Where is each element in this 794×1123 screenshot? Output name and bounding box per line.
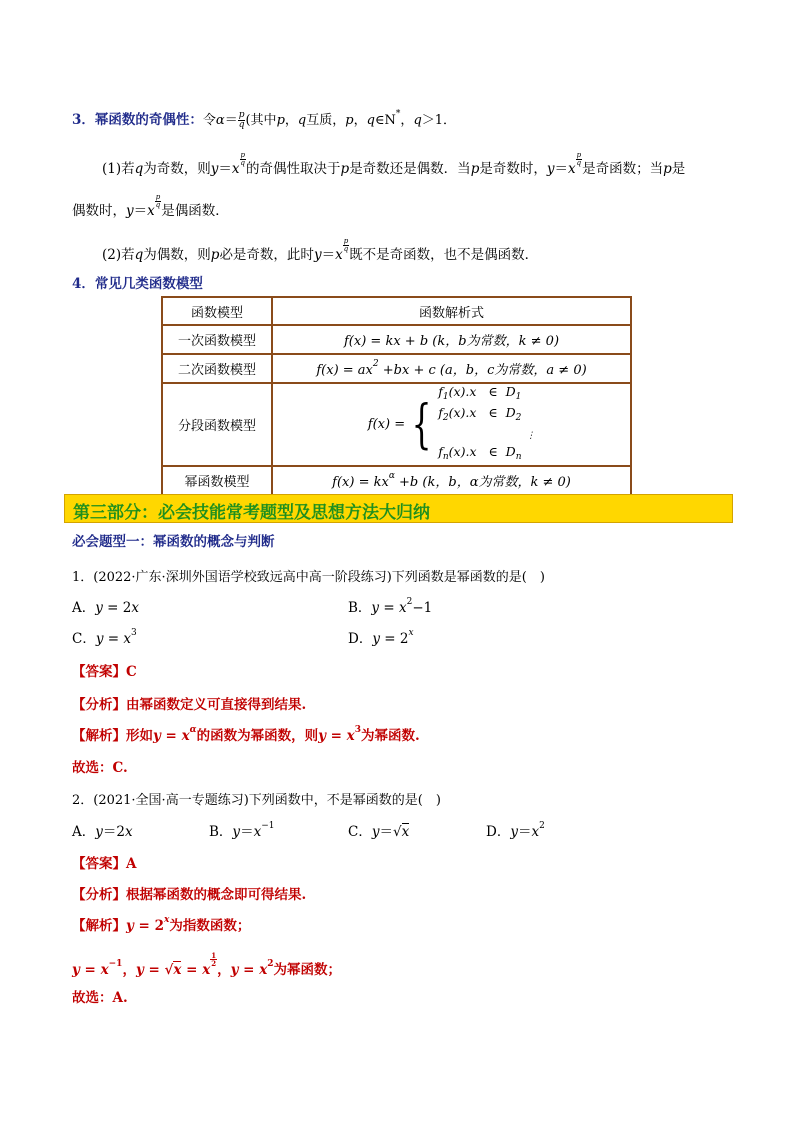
q2-solution-line2: $y = x^{-1}$，y = √x = x $\frac{1}{2}$ ，$y = x^2$为幂函数； — [72, 951, 342, 978]
q2-stem: 2．(2021·全国·高一专题练习)下列函数中，不是幂函数的是( ) — [72, 793, 441, 808]
table-header-model: 函数模型 — [162, 297, 272, 325]
section3-paragraph1-line1: (1)若q为奇数，则y＝x $\frac{p}{q}$ 的奇偶性取决于p是奇数还是偶数．当p是奇数时，y＝x $\frac{p}{q}$ 是奇函数；当p是 — [102, 151, 686, 177]
table-cell-formula: f(x) = kx + b (k，b为常数，k ≠ 0) — [272, 325, 631, 354]
part3-banner-text: 第三部分：必会技能常考题型及思想方法大归纳 — [73, 503, 430, 523]
q1-option-c: C．$y = x^3$ — [72, 628, 137, 647]
table-cell-model: 分段函数模型 — [162, 383, 272, 466]
q2-option-a: A．y＝2x — [72, 824, 133, 840]
q1-option-b: B．$y = x^2-1$ — [348, 597, 433, 616]
section3-heading — [72, 108, 456, 130]
q2-option-d: D．$y=x^2$ — [486, 821, 545, 840]
table-header-formula: 函数解析式 — [272, 297, 631, 325]
table-row — [162, 325, 631, 354]
q1-solution: 【解析】形如$y = x^\alpha$的函数为幂函数，则$y = x^3$为幂函数. — [72, 725, 420, 744]
table-row — [162, 354, 631, 383]
section3-title: 3．幂函数的奇偶性： — [72, 112, 203, 128]
q1-choose: 故选：C. — [72, 760, 128, 776]
section4-title: 4．常见几类函数模型 — [72, 276, 203, 292]
q1-answer: 【答案】C — [72, 664, 137, 680]
function-models-table — [161, 296, 632, 496]
table-cell-formula: $f(x) = \{f_1(x).x$ ∈ $D_1$ $f_2(x).x$ ∈ $D_2$ ⋮ $f_n(x).x$ ∈ $D_n$ — [272, 383, 631, 466]
part3-banner — [64, 494, 733, 523]
q2-solution-line1: 【解析】$y = 2^x$为指数函数； — [72, 915, 251, 934]
q1-stem: 1．(2022·广东·深圳外国语学校致远高中高一阶段练习)下列函数是幂函数的是( ) — [72, 570, 545, 585]
table-cell-model: 一次函数模型 — [162, 325, 272, 354]
section3-intro: 令α＝ $\frac{p}{q}$ (其中p，q互质，p，q∈N*，q＞1． — [202, 109, 457, 130]
table-row — [162, 383, 631, 466]
q2-option-c: C．y＝√x — [348, 824, 410, 840]
table-header-row — [162, 297, 631, 325]
table-cell-model: 幂函数模型 — [162, 466, 272, 495]
q2-answer: 【答案】A — [72, 856, 137, 872]
q2-choose: 故选：A. — [72, 990, 128, 1006]
q1-option-d: D．$y = 2^x$ — [348, 628, 414, 647]
q2-option-b: B．$y=x^{-1}$ — [209, 821, 275, 840]
table-row — [162, 466, 631, 495]
table-cell-formula: $f(x) = kx^\alpha +b$ (k，b，α为常数，k ≠ 0) — [272, 466, 631, 495]
q1-analysis: 【分析】由幂函数定义可直接得到结果. — [72, 697, 307, 713]
section3-paragraph1-line2: 偶数时，y＝x $\frac{p}{q}$ 是偶函数． — [72, 193, 229, 219]
table-cell-formula: $f(x) = ax^2 +bx + c$ (a，b，c为常数，a ≠ 0) — [272, 354, 631, 383]
table-cell-model: 二次函数模型 — [162, 354, 272, 383]
q2-analysis: 【分析】根据幂函数的概念即可得结果. — [72, 887, 307, 903]
q1-option-a: A．y = 2x — [72, 600, 139, 616]
section3-paragraph2: (2)若q为偶数，则p必是奇数，此时y＝x $\frac{p}{q}$ 既不是奇函数，也不是偶函数． — [102, 237, 539, 263]
type1-title: 必会题型一：幂函数的概念与判断 — [72, 534, 275, 550]
